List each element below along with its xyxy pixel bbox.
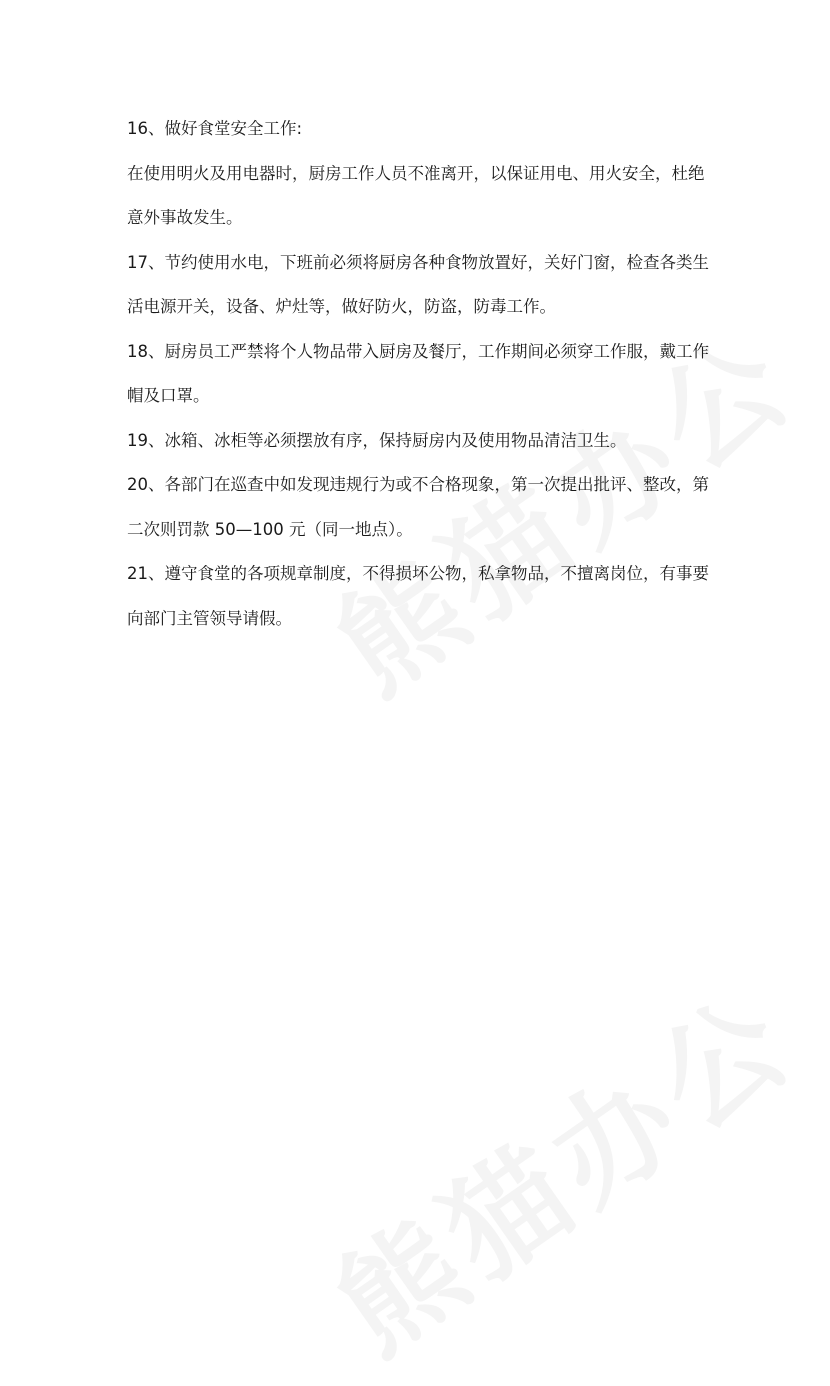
rule-18-line-1: 18、厨房员工严禁将个人物品带入厨房及餐厅，工作期间必须穿工作服，戴工作 xyxy=(127,341,709,361)
rule-20-line-1: 20、各部门在巡查中如发现违规行为或不合格现象，第一次提出批评、整改，第 xyxy=(127,475,709,494)
rule-16-text-line-1: 在使用明火及用电器时，厨房工作人员不准离开，以保证用电、用火安全，杜绝 xyxy=(127,163,705,183)
rule-21-line-2: 向部门主管领导请假。 xyxy=(127,608,292,628)
watermark xyxy=(298,946,823,1385)
rule-18-line-2: 帽及口罩。 xyxy=(127,386,210,405)
document-body xyxy=(127,107,712,641)
rule-16-heading: 16、做好食堂安全工作: xyxy=(127,119,303,138)
rule-16-text-line-2: 意外事故发生。 xyxy=(127,208,243,227)
rule-20-line-2: 二次则罚款 50—100 元（同一地点）。 xyxy=(127,519,413,539)
rule-19-line-1: 19、冰箱、冰柜等必须摆放有序，保持厨房内及使用物品清洁卫生。 xyxy=(127,430,627,450)
rule-21-line-1: 21、遵守食堂的各项规章制度，不得损坏公物，私拿物品，不擅离岗位，有事要 xyxy=(127,564,709,583)
rule-17-line-1: 17、节约使用水电，下班前必须将厨房各种食物放置好，关好门窗，检查各类生 xyxy=(127,252,709,272)
rule-17-line-2: 活电源开关，设备、炉灶等，做好防火，防盗，防毒工作。 xyxy=(127,297,556,316)
